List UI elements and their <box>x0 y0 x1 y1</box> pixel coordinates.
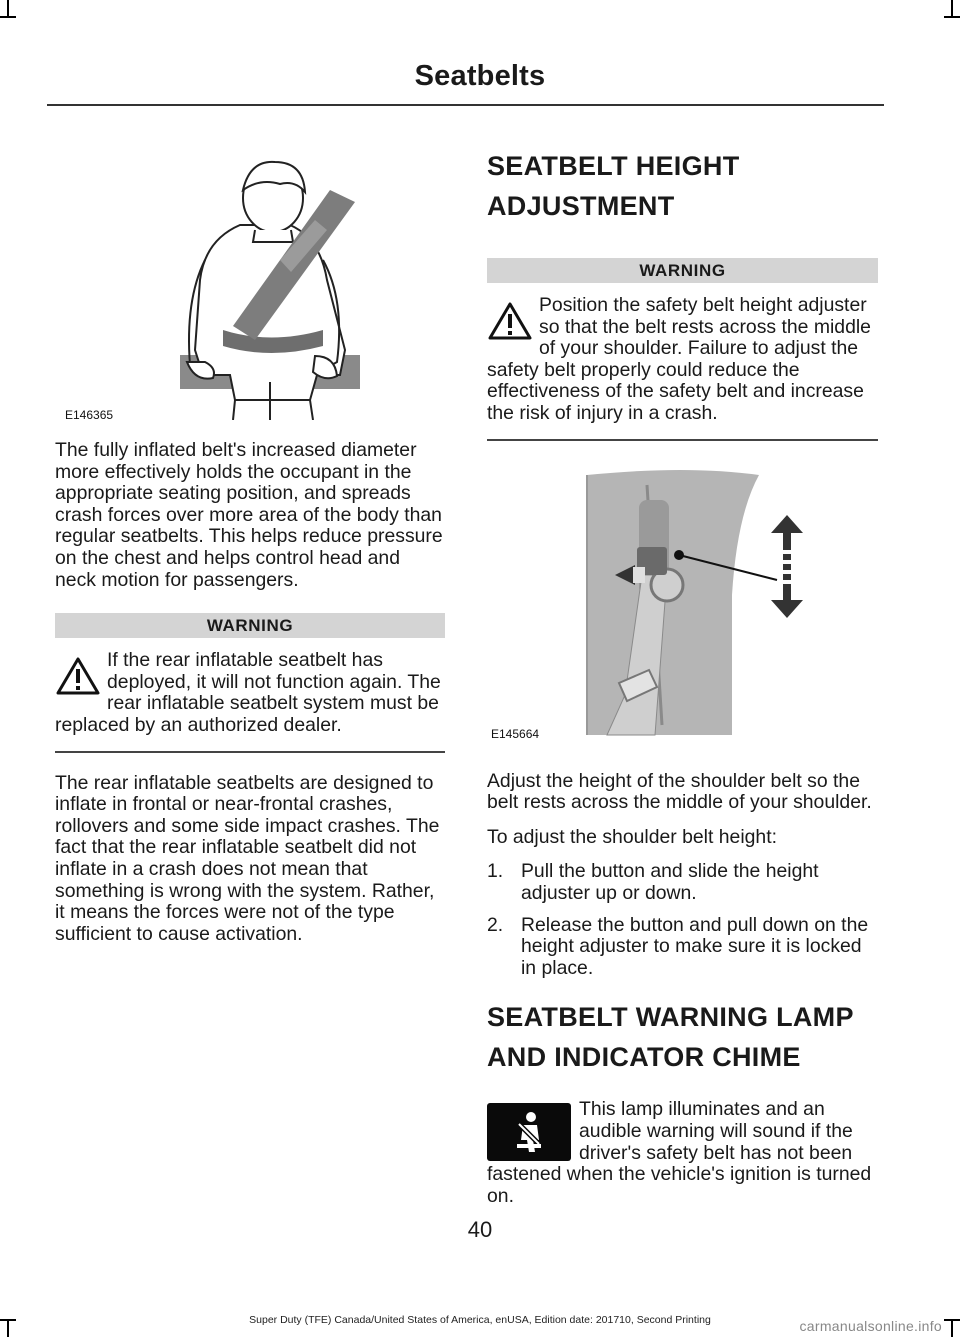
page-number: 40 <box>467 1217 493 1242</box>
seatbelt-person-icon <box>509 1110 549 1154</box>
section-title-line: SEATBELT WARNING LAMP <box>487 1002 854 1033</box>
warning-block <box>55 613 445 752</box>
height-adjuster-illustration <box>487 455 878 755</box>
header-divider <box>47 104 884 106</box>
height-adjuster-figure <box>487 455 878 755</box>
footer-text: Super Duty (TFE) Canada/United States of America, enUSA, Edition date: 201710, Second Printing <box>249 1314 711 1326</box>
body-paragraph: The rear inflatable seatbelts are designed to inflate in frontal or near-frontal crashes, rollovers and some side impact crashes. The fact that the rear inflatable seatbelt did not inflate in a crash does not mean that something is wrong with the system. Rather, it means the forces were not of the type sufficient to cause activation. <box>55 771 440 945</box>
child-seatbelt-figure <box>55 150 445 420</box>
left-column <box>55 150 445 945</box>
seatbelt-lamp-block <box>487 1099 878 1207</box>
warning-divider <box>55 751 445 753</box>
child-seatbelt-illustration <box>55 150 445 420</box>
section-title-line: SEATBELT HEIGHT <box>487 151 740 181</box>
warning-divider <box>487 439 878 441</box>
section-title-line: ADJUSTMENT <box>487 191 675 221</box>
list-item <box>487 861 878 904</box>
warning-triangle-icon <box>55 656 101 696</box>
warning-body <box>55 650 445 736</box>
list-item-text: Pull the button and slide the height adjuster up or down. <box>521 860 819 904</box>
section-title <box>487 997 878 1077</box>
list-item-number: 2. <box>487 913 504 936</box>
watermark: carmanualsonline.info <box>799 1318 942 1334</box>
list-item-number: 1. <box>487 860 504 883</box>
warning-header: WARNING <box>487 258 878 283</box>
warning-text: Position the safety belt height adjuster so that the belt rests across the middle of your shoulder. Failure to adjust the safety belt properly could reduce the effectiveness of the safety belt and increase the risk of injury in a crash. <box>487 294 871 424</box>
body-paragraph: This lamp illuminates and an audible warning will sound if the driver's safety belt has not been fastened when the vehicle's ignition is turned on. <box>487 1098 872 1207</box>
figure-label: E146365 <box>65 408 114 422</box>
instruction-list <box>487 861 878 979</box>
warning-block <box>487 258 878 441</box>
warning-triangle-icon <box>487 301 533 341</box>
crop-mark <box>7 0 9 16</box>
seatbelt-warning-lamp-icon <box>487 1103 571 1161</box>
warning-header: WARNING <box>55 613 445 638</box>
list-item-text: Release the button and pull down on the height adjuster to make sure it is locked in place. <box>521 913 869 979</box>
right-column <box>487 146 878 1207</box>
body-paragraph: Adjust the height of the shoulder belt so the belt rests across the middle of your shoulder. <box>487 769 872 814</box>
section-title-line: AND INDICATOR CHIME <box>487 1042 801 1073</box>
list-item <box>487 915 878 980</box>
page-title: Seatbelts <box>414 60 546 92</box>
body-paragraph: To adjust the shoulder belt height: <box>487 825 777 848</box>
warning-text: If the rear inflatable seatbelt has deployed, it will not function again. The rear inflatable seatbelt system must be replaced by an authorized dealer. <box>55 649 441 736</box>
warning-body <box>487 295 878 425</box>
body-paragraph: The fully inflated belt's increased diameter more effectively holds the occupant in the appropriate seating position, and spreads crash forces over more area of the body than regular seatbelts. This helps reduce pressure on the chest and helps control head and neck motion for passengers. <box>55 439 443 591</box>
crop-mark <box>944 16 960 18</box>
figure-label: E145664 <box>491 726 540 741</box>
section-title <box>487 146 878 226</box>
crop-mark <box>951 0 953 16</box>
crop-mark <box>0 16 16 18</box>
